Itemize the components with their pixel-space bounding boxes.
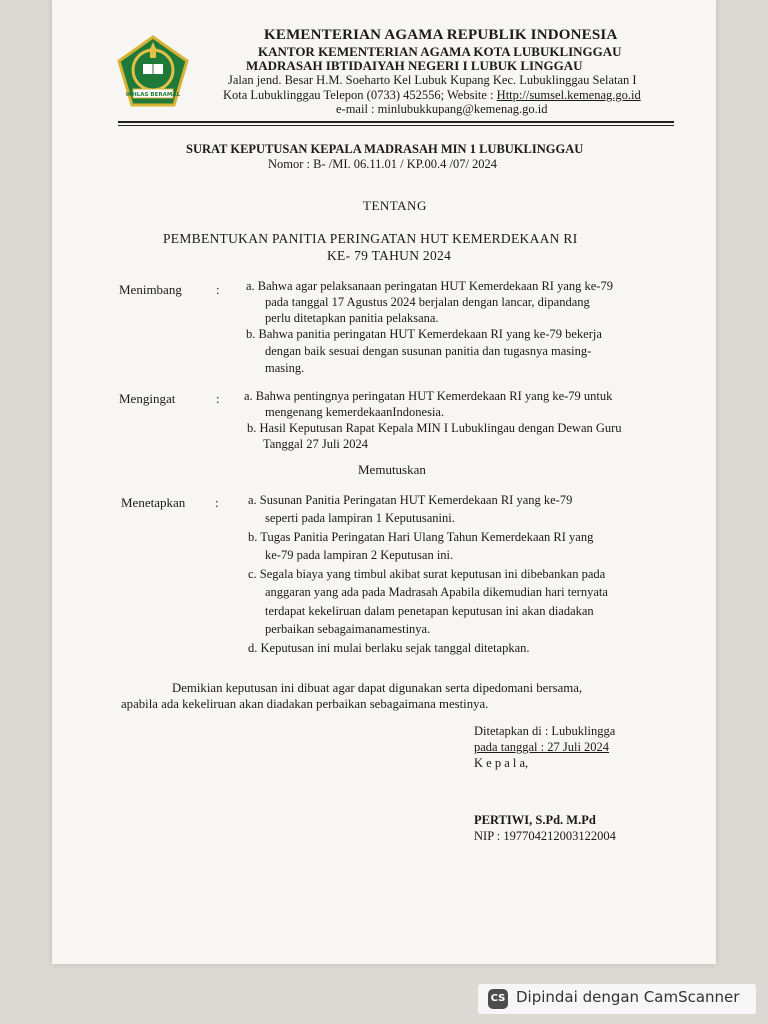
- menetapkan-c-line4: perbaikan sebagaimanamestinya.: [265, 622, 431, 636]
- mengingat-a-line2: mengenang kemerdekaanIndonesia.: [265, 405, 445, 419]
- menetapkan-a-line1: a. Susunan Panitia Peringatan HUT Kemerdekaan RI yang ke-79: [248, 493, 573, 507]
- camscanner-icon: CS: [488, 989, 508, 1009]
- closing-line-2: apabila ada kekeliruan akan diadakan perbaikan sebagaimana mestinya.: [121, 697, 489, 711]
- mengingat-label: Mengingat: [119, 391, 176, 406]
- kemenag-logo-icon: [116, 34, 190, 108]
- menetapkan-c-line1: c. Segala biaya yang timbul akibat surat keputusan ini dibebankan pada: [248, 567, 606, 581]
- menimbang-a-line1: a. Bahwa agar pelaksanaan peringatan HUT Kemerdekaan RI yang ke-79: [246, 279, 613, 293]
- subject-line-2: KE- 79 TAHUN 2024: [327, 248, 452, 263]
- tanggal-penetapan: pada tanggal : 27 Juli 2024: [474, 740, 610, 754]
- header-divider-thick: [118, 121, 674, 123]
- school-name: MADRASAH IBTIDAIYAH NEGERI I LUBUK LINGGAU: [246, 58, 583, 73]
- contact-line: [223, 88, 641, 103]
- mengingat-b-line2: Tanggal 27 Juli 2024: [263, 437, 369, 451]
- decree-number: Nomor : B- /MI. 06.11.01 / KP.00.4 /07/ 2024: [268, 157, 498, 171]
- menimbang-label: Menimbang: [119, 282, 182, 297]
- menimbang-a-line2: pada tanggal 17 Agustus 2024 berjalan dengan lancar, dipandang: [265, 295, 590, 309]
- phone-text: Kota Lubuklinggau Telepon (0733) 452556; Website :: [223, 88, 497, 102]
- email-line: e-mail : minlubukkupang@kemenag.go.id: [336, 102, 548, 116]
- address-line: Jalan jend. Besar H.M. Soeharto Kel Lubuk Kupang Kec. Lubuklinggau Selatan I: [228, 73, 637, 87]
- memutuskan-heading: Memutuskan: [358, 462, 426, 477]
- menetapkan-colon: :: [215, 495, 219, 510]
- jabatan-kepala: K e p a l a,: [474, 756, 529, 770]
- website-link[interactable]: Http://sumsel.kemenag.go.id: [496, 88, 641, 102]
- menetapkan-b-line1: b. Tugas Panitia Peringatan Hari Ulang Tahun Kemerdekaan RI yang: [248, 530, 594, 544]
- menetapkan-a-line2: seperti pada lampiran 1 Keputusanini.: [265, 511, 455, 525]
- camscanner-text: Dipindai dengan CamScanner: [516, 988, 740, 1006]
- mengingat-colon: :: [216, 391, 220, 406]
- signatory-name: PERTIWI, S.Pd. M.Pd: [474, 813, 596, 827]
- logo-ribbon-text: IKHLAS BERAMAL: [125, 92, 181, 98]
- office-name: KANTOR KEMENTERIAN AGAMA KOTA LUBUKLINGGAU: [258, 44, 622, 59]
- ministry-name: KEMENTERIAN AGAMA REPUBLIK INDONESIA: [264, 27, 618, 43]
- subject-line-1: PEMBENTUKAN PANITIA PERINGATAN HUT KEMERDEKAAN RI: [163, 231, 578, 246]
- mengingat-a-line1: a. Bahwa pentingnya peringatan HUT Kemerdekaan RI yang ke-79 untuk: [244, 389, 613, 403]
- menetapkan-b-line2: ke-79 pada lampiran 2 Keputusan ini.: [265, 548, 454, 562]
- menimbang-b-line3: masing.: [265, 361, 305, 375]
- menimbang-b-line1: b. Bahwa panitia peringatan HUT Kemerdekaan RI yang ke-79 bekerja: [246, 327, 602, 341]
- menimbang-a-line3: perlu ditetapkan panitia pelaksana.: [265, 311, 439, 325]
- signatory-nip: NIP : 197704212003122004: [474, 829, 616, 843]
- header-divider-thin: [118, 125, 674, 126]
- tentang-heading: TENTANG: [363, 198, 427, 213]
- menetapkan-c-line3: terdapat kekeliruan dalam penetapan keputusan ini akan diadakan: [265, 604, 594, 618]
- decree-title: SURAT KEPUTUSAN KEPALA MADRASAH MIN 1 LUBUKLINGGAU: [186, 142, 584, 156]
- menimbang-colon: :: [216, 282, 220, 297]
- menimbang-b-line2: dengan baik sesuai dengan susunan panitia dan tugasnya masing-: [265, 344, 592, 358]
- menetapkan-c-line2: anggaran yang ada pada Madrasah Apabila dikemudian hari ternyata: [265, 585, 608, 599]
- ditetapkan-di: Ditetapkan di : Lubuklingga: [474, 724, 616, 738]
- menetapkan-label: Menetapkan: [121, 495, 186, 510]
- closing-line-1: Demikian keputusan ini dibuat agar dapat digunakan serta dipedomani bersama,: [172, 681, 583, 695]
- mengingat-b-line1: b. Hasil Keputusan Rapat Kepala MIN I Lubuklingau dengan Dewan Guru: [247, 421, 622, 435]
- menetapkan-d-line1: d. Keputusan ini mulai berlaku sejak tanggal ditetapkan.: [248, 641, 530, 655]
